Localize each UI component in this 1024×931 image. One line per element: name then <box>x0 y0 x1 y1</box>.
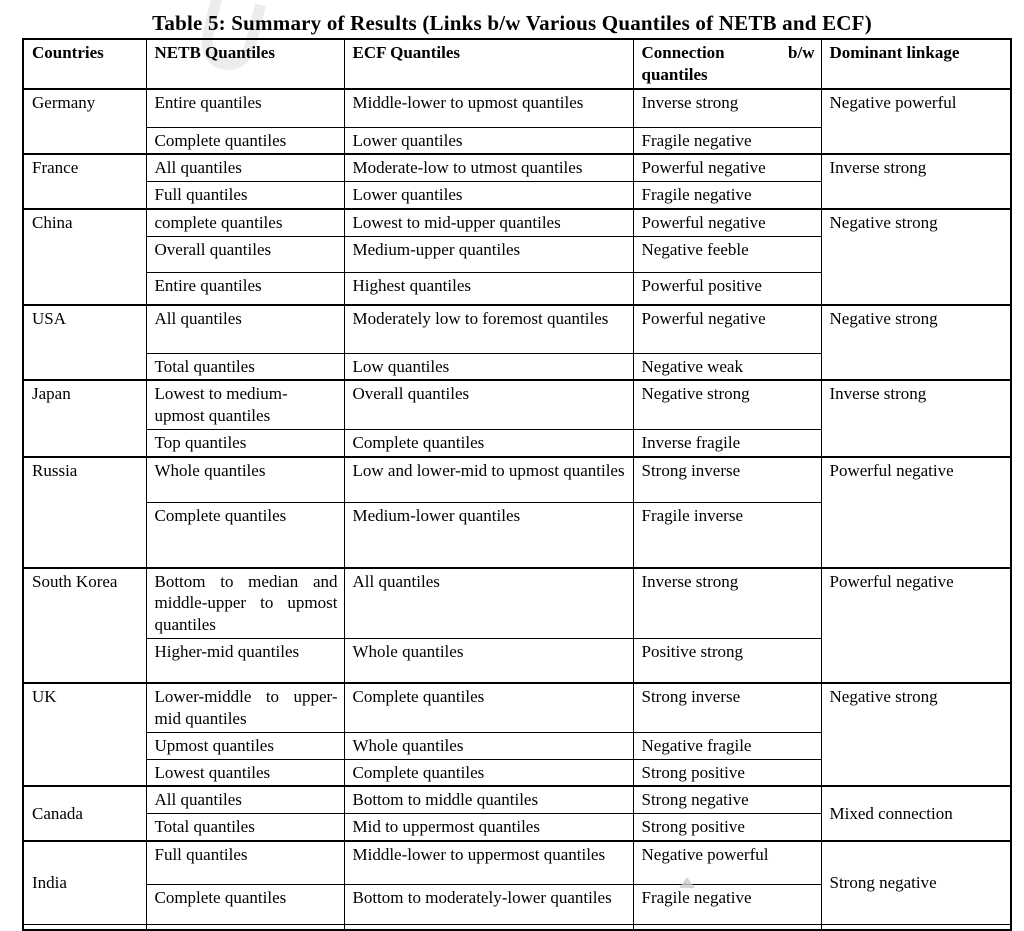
table-title: Table 5: Summary of Results (Links b/w Various Quantiles of NETB and ECF) <box>152 11 872 35</box>
netb-quantiles-cell: complete quantiles <box>146 209 344 236</box>
ecf-quantiles-cell: Medium-upper quantiles <box>344 236 633 272</box>
column-header-3: Connection b/w quantiles <box>633 39 821 89</box>
connection-cell: Fragile negative <box>633 127 821 154</box>
dominant-linkage-cell: Negative strong <box>821 683 1011 786</box>
netb-quantiles-cell: Upmost quantiles <box>146 732 344 759</box>
ecf-quantiles-cell: Middle-lower to uppermost quantiles <box>344 841 633 885</box>
empty-cell <box>146 925 344 931</box>
column-header-0: Countries <box>23 39 146 89</box>
netb-quantiles-cell: Lower-middle to upper-mid quantiles <box>146 683 344 732</box>
empty-cell <box>23 925 146 931</box>
dominant-linkage-cell: Negative strong <box>821 209 1011 305</box>
ecf-quantiles-cell: Bottom to middle quantiles <box>344 786 633 813</box>
empty-cell <box>344 925 633 931</box>
country-cell: Japan <box>23 380 146 456</box>
ecf-quantiles-cell: Bottom to moderately-lower quantiles <box>344 885 633 925</box>
country-cell: France <box>23 154 146 209</box>
connection-cell: Inverse strong <box>633 568 821 639</box>
netb-quantiles-cell: Entire quantiles <box>146 89 344 127</box>
ecf-quantiles-cell: Low and lower-mid to upmost quantiles <box>344 457 633 503</box>
ecf-quantiles-cell: Moderately low to foremost quantiles <box>344 305 633 353</box>
ecf-quantiles-cell: Complete quantiles <box>344 759 633 786</box>
connection-cell: Fragile negative <box>633 885 821 925</box>
table-row <box>23 568 1011 639</box>
ecf-quantiles-cell: Lowest to mid-upper quantiles <box>344 209 633 236</box>
connection-cell: Strong negative <box>633 786 821 813</box>
dominant-linkage-cell: Strong negative <box>821 841 1011 925</box>
connection-cell: Strong positive <box>633 814 821 841</box>
country-cell: USA <box>23 305 146 380</box>
netb-quantiles-cell: Complete quantiles <box>146 127 344 154</box>
ecf-quantiles-cell: Whole quantiles <box>344 732 633 759</box>
netb-quantiles-cell: All quantiles <box>146 154 344 181</box>
header-row <box>23 39 1011 89</box>
country-cell: China <box>23 209 146 305</box>
empty-table-row <box>23 925 1011 931</box>
netb-quantiles-cell: Lowest to medium-upmost quantiles <box>146 380 344 429</box>
netb-quantiles-cell: Total quantiles <box>146 814 344 841</box>
ecf-quantiles-cell: All quantiles <box>344 568 633 639</box>
table-header <box>23 39 1011 89</box>
connection-cell: Positive strong <box>633 638 821 683</box>
connection-cell: Powerful positive <box>633 272 821 305</box>
country-cell: South Korea <box>23 568 146 684</box>
table-row <box>23 457 1011 503</box>
ecf-quantiles-cell: Moderate-low to utmost quantiles <box>344 154 633 181</box>
country-cell: Canada <box>23 786 146 841</box>
ecf-quantiles-cell: Complete quantiles <box>344 429 633 456</box>
dominant-linkage-cell: Negative powerful <box>821 89 1011 154</box>
netb-quantiles-cell: Total quantiles <box>146 353 344 380</box>
empty-cell <box>633 925 821 931</box>
connection-cell: Negative weak <box>633 353 821 380</box>
connection-cell: Strong positive <box>633 759 821 786</box>
table-row <box>23 841 1011 885</box>
column-header-2: ECF Quantiles <box>344 39 633 89</box>
table-row <box>23 305 1011 353</box>
netb-quantiles-cell: Full quantiles <box>146 841 344 885</box>
dominant-linkage-cell: Powerful negative <box>821 568 1011 684</box>
table-row <box>23 380 1011 429</box>
netb-quantiles-cell: Complete quantiles <box>146 885 344 925</box>
netb-quantiles-cell: Bottom to median and middle-upper to upmost quantiles <box>146 568 344 639</box>
connection-cell: Negative fragile <box>633 732 821 759</box>
watermark-triangle-icon <box>679 877 695 888</box>
ecf-quantiles-cell: Whole quantiles <box>344 638 633 683</box>
netb-quantiles-cell: All quantiles <box>146 786 344 813</box>
table-row <box>23 89 1011 127</box>
table-row <box>23 786 1011 813</box>
connection-cell: Negative strong <box>633 380 821 429</box>
netb-quantiles-cell: Full quantiles <box>146 182 344 209</box>
netb-quantiles-cell: Entire quantiles <box>146 272 344 305</box>
table-row <box>23 209 1011 236</box>
netb-quantiles-cell: Overall quantiles <box>146 236 344 272</box>
dominant-linkage-cell: Inverse strong <box>821 380 1011 456</box>
connection-cell: Fragile negative <box>633 182 821 209</box>
netb-quantiles-cell: Higher-mid quantiles <box>146 638 344 683</box>
table-row <box>23 154 1011 181</box>
connection-cell: Strong inverse <box>633 683 821 732</box>
ecf-quantiles-cell: Highest quantiles <box>344 272 633 305</box>
netb-quantiles-cell: Lowest quantiles <box>146 759 344 786</box>
netb-quantiles-cell: Top quantiles <box>146 429 344 456</box>
dominant-linkage-cell: Mixed connection <box>821 786 1011 841</box>
country-cell: Russia <box>23 457 146 568</box>
ecf-quantiles-cell: Complete quantiles <box>344 683 633 732</box>
country-cell: Germany <box>23 89 146 154</box>
dominant-linkage-cell: Powerful negative <box>821 457 1011 568</box>
dominant-linkage-cell: Inverse strong <box>821 154 1011 209</box>
connection-cell: Negative powerful <box>633 841 821 885</box>
connection-cell: Powerful negative <box>633 154 821 181</box>
country-cell: UK <box>23 683 146 786</box>
connection-cell: Strong inverse <box>633 457 821 503</box>
ecf-quantiles-cell: Lower quantiles <box>344 127 633 154</box>
column-header-4: Dominant linkage <box>821 39 1011 89</box>
netb-quantiles-cell: Whole quantiles <box>146 457 344 503</box>
netb-quantiles-cell: Complete quantiles <box>146 503 344 568</box>
empty-cell <box>821 925 1011 931</box>
netb-quantiles-cell: All quantiles <box>146 305 344 353</box>
table-row <box>23 683 1011 732</box>
ecf-quantiles-cell: Mid to uppermost quantiles <box>344 814 633 841</box>
country-cell: India <box>23 841 146 925</box>
results-table <box>22 38 1012 931</box>
ecf-quantiles-cell: Medium-lower quantiles <box>344 503 633 568</box>
dominant-linkage-cell: Negative strong <box>821 305 1011 380</box>
connection-cell: Inverse strong <box>633 89 821 127</box>
ecf-quantiles-cell: Middle-lower to upmost quantiles <box>344 89 633 127</box>
connection-cell: Fragile inverse <box>633 503 821 568</box>
table-body <box>23 89 1011 930</box>
connection-cell: Negative feeble <box>633 236 821 272</box>
column-header-1: NETB Quantiles <box>146 39 344 89</box>
connection-cell: Inverse fragile <box>633 429 821 456</box>
ecf-quantiles-cell: Low quantiles <box>344 353 633 380</box>
connection-cell: Powerful negative <box>633 305 821 353</box>
ecf-quantiles-cell: Overall quantiles <box>344 380 633 429</box>
connection-cell: Powerful negative <box>633 209 821 236</box>
ecf-quantiles-cell: Lower quantiles <box>344 182 633 209</box>
